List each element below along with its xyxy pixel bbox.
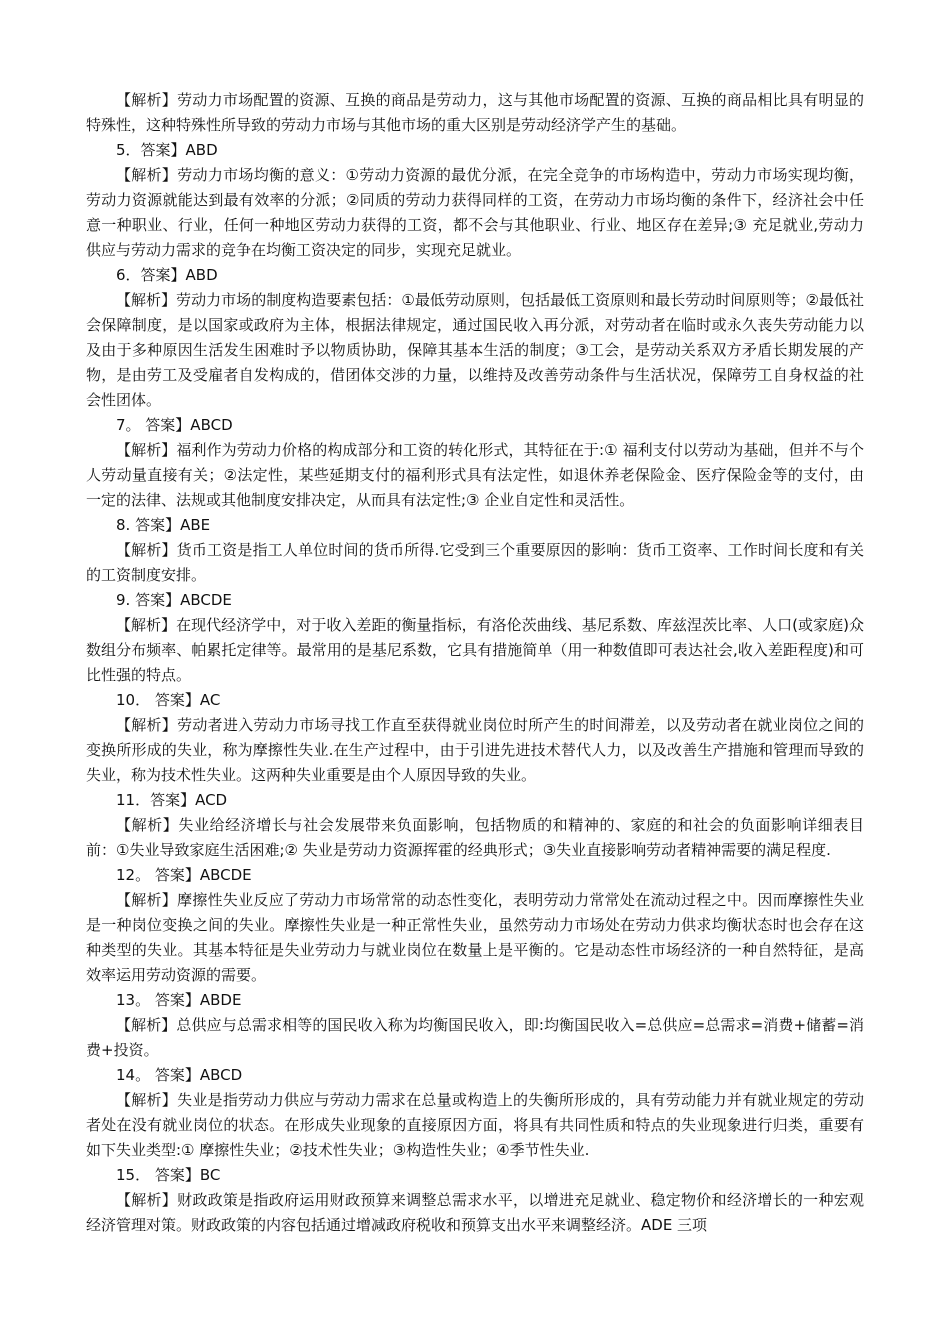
answer-line: 5．答案】ABD — [116, 141, 218, 159]
analysis-paragraph: 【解析】货币工资是指工人单位时间的货币所得.它受到三个重要原因的影响：货币工资率、工作时间长度和有关的工资制度安排。 — [86, 541, 864, 584]
answer-line: 9. 答案】ABCDE — [116, 591, 232, 609]
answer-line: 12。 答案】ABCDE — [116, 866, 252, 884]
analysis-paragraph: 【解析】劳动者进入劳动力市场寻找工作直至获得就业岗位时所产生的时间滞差，以及劳动者在就业岗位之间的变换所形成的失业，称为摩擦性失业.在生产过程中，由于引进先进技术替代人力，以及改善生产措施和管理而导致的失业，称为技术性失业。这两种失业重要是由个人原因导致的失业。 — [86, 716, 864, 784]
answer-line: 14。 答案】ABCD — [116, 1066, 243, 1084]
analysis-paragraph: 【解析】福利作为劳动力价格的构成部分和工资的转化形式，其特征在于:① 福利支付以劳动为基础，但并不与个人劳动量直接有关；②法定性，某些延期支付的福利形式具有法定性，如退休养老保险金、医疗保险金等的支付，由一定的法律、法规或其他制度安排决定，从而具有法定性;③ 企业自定性和灵活性。 — [86, 441, 864, 509]
analysis-paragraph: 【解析】总供应与总需求相等的国民收入称为均衡国民收入，即:均衡国民收入=总供应=总需求=消费+储蓄=消费+投资。 — [86, 1016, 864, 1059]
answer-line: 13。 答案】ABDE — [116, 991, 242, 1009]
analysis-paragraph: 【解析】劳动力市场均衡的意义：①劳动力资源的最优分派，在完全竞争的市场构造中，劳动力市场实现均衡，劳动力资源就能达到最有效率的分派；②同质的劳动力获得同样的工资，在劳动力市场均衡的条件下，经济社会中任意一种职业、行业，任何一种地区劳动力获得的工资，都不会与其他职业、行业、地区存在差异;③ 充足就业,劳动力供应与劳动力需求的竞争在均衡工资决定的同步，实现充足就业。 — [86, 166, 864, 259]
analysis-paragraph: 【解析】失业是指劳动力供应与劳动力需求在总量或构造上的失衡所形成的，具有劳动能力并有就业规定的劳动者处在没有就业岗位的状态。在形成失业现象的直接原因方面，将具有共同性质和特点的失业现象进行归类，重要有如下失业类型:① 摩擦性失业；②技术性失业；③构造性失业；④季节性失业. — [86, 1091, 864, 1159]
answer-line: 15． 答案】BC — [116, 1166, 221, 1184]
answer-line: 10． 答案】AC — [116, 691, 221, 709]
analysis-paragraph: 【解析】摩擦性失业反应了劳动力市场常常的动态性变化，表明劳动力常常处在流动过程之中。因而摩擦性失业是一种岗位变换之间的失业。摩擦性失业是一种正常性失业，虽然劳动力市场处在劳动力供求均衡状态时也会存在这种类型的失业。其基本特征是失业劳动力与就业岗位在数量上是平衡的。它是动态性市场经济的一种自然特征，是高效率运用劳动资源的需要。 — [86, 891, 864, 984]
answer-line: 7。 答案】ABCD — [116, 416, 233, 434]
analysis-paragraph: 【解析】劳动力市场的制度构造要素包括：①最低劳动原则，包括最低工资原则和最长劳动时间原则等；②最低社会保障制度，是以国家或政府为主体，根据法律规定，通过国民收入再分派，对劳动者在临时或永久丧失劳动能力以及由于多种原因生活发生困难时予以物质协助，保障其基本生活的制度；③工会，是劳动关系双方矛盾长期发展的产物，是由劳工及受雇者自发构成的，借团体交涉的力量，以维持及改善劳动条件与生活状况，保障劳工自身权益的社会性团体。 — [86, 291, 864, 409]
analysis-paragraph: 【解析】劳动力市场配置的资源、互换的商品是劳动力，这与其他市场配置的资源、互换的商品相比具有明显的特殊性，这种特殊性所导致的劳动力市场与其他市场的重大区别是劳动经济学产生的基础。 — [86, 91, 864, 134]
document-body — [86, 88, 864, 1238]
answer-line: 11．答案】ACD — [116, 791, 228, 809]
answer-line: 6．答案】ABD — [116, 266, 218, 284]
analysis-paragraph: 【解析】在现代经济学中，对于收入差距的衡量指标，有洛伦茨曲线、基尼系数、库兹涅茨比率、人口(或家庭)众数组分布频率、帕累托定律等。最常用的是基尼系数，它具有措施简单（用一种数值即可表达社会,收入差距程度)和可比性强的特点。 — [86, 616, 864, 684]
analysis-paragraph: 【解析】失业给经济增长与社会发展带来负面影响，包括物质的和精神的、家庭的和社会的负面影响详细表目前：①失业导致家庭生活困难;② 失业是劳动力资源挥霍的经典形式；③失业直接影响劳动者精神需要的满足程度. — [86, 816, 864, 859]
analysis-paragraph: 【解析】财政政策是指政府运用财政预算来调整总需求水平，以增进充足就业、稳定物价和经济增长的一种宏观经济管理对策。财政政策的内容包括通过增减政府税收和预算支出水平来调整经济。ADE 三项 — [86, 1191, 864, 1234]
answer-line: 8. 答案】ABE — [116, 516, 211, 534]
